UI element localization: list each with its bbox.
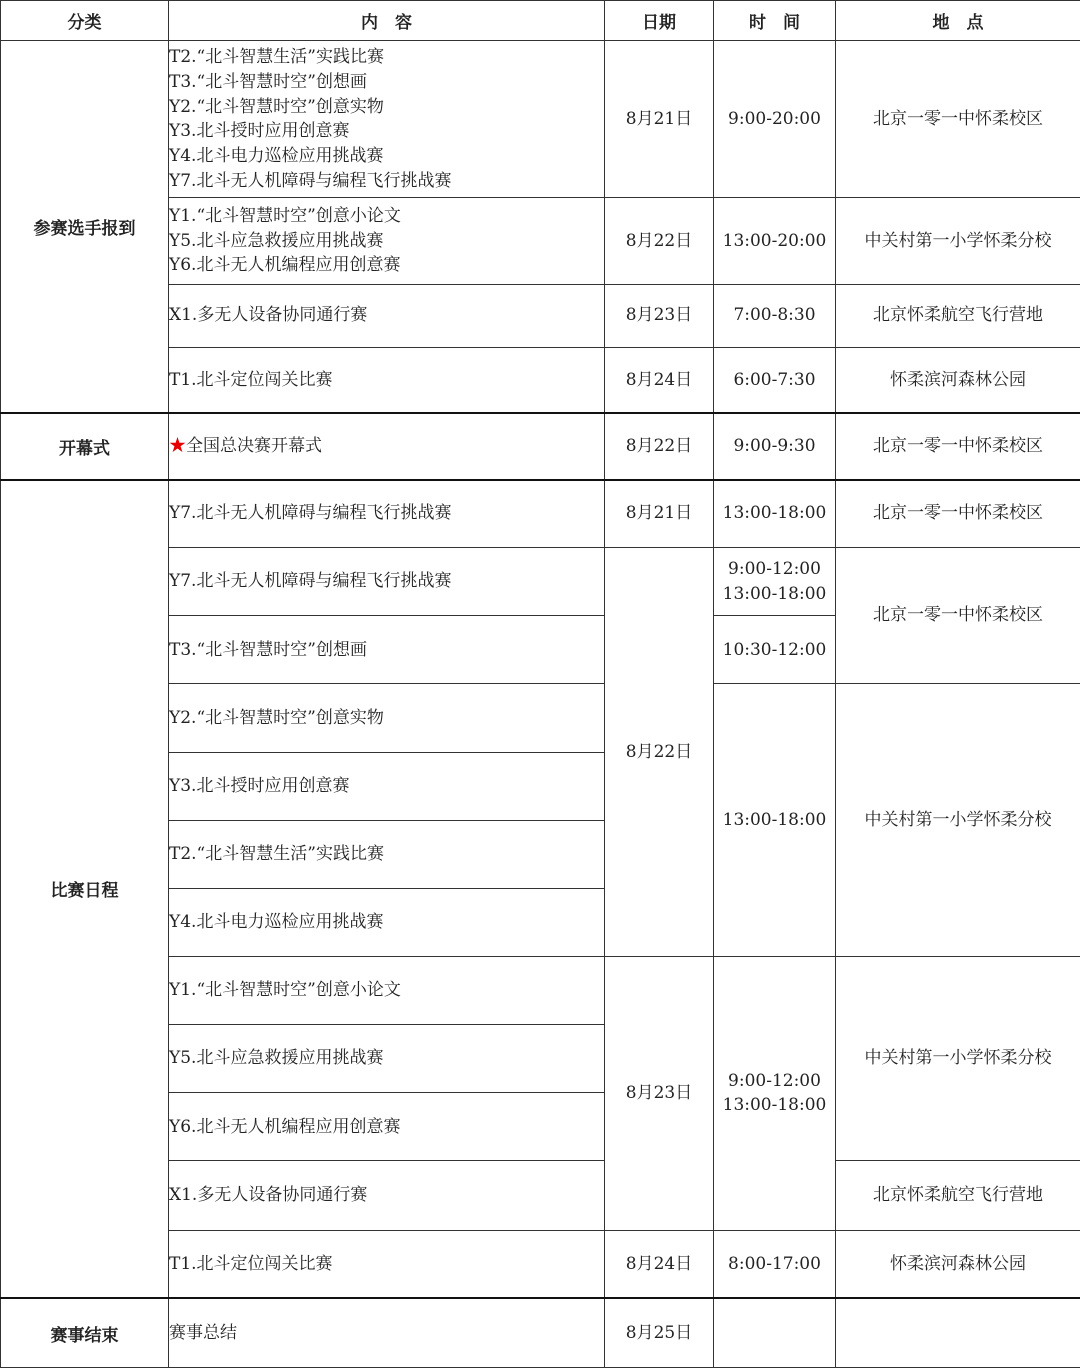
competition-location-aug22-a: 北京一零一中怀柔校区 [836,548,1080,684]
competition-date-aug22: 8月22日 [605,548,714,957]
competition-time-2 [714,548,836,616]
content-line: Y1.“北斗智慧时空”创意小论文 [169,205,401,226]
registration-time-4: 6:00-7:30 [714,347,836,413]
time-line: 9:00-12:00 [728,559,821,580]
registration-row-1 [1,41,1080,198]
competition-time-12: 8:00-17:00 [714,1230,836,1298]
competition-location-1: 北京一零一中怀柔校区 [836,480,1080,548]
competition-location-aug23: 中关村第一小学怀柔分校 [836,957,1080,1161]
content-line: Y5.北斗应急救援应用挑战赛 [169,230,384,251]
star-icon: ★ [169,436,186,457]
registration-content-4: T1.北斗定位闯关比赛 [169,347,605,413]
competition-location-12: 怀柔滨河森林公园 [836,1230,1080,1298]
opening-row [1,413,1080,479]
header-row [1,1,1080,41]
registration-location-3: 北京怀柔航空飞行营地 [836,284,1080,347]
registration-date-4: 8月24日 [605,347,714,413]
competition-content-10: Y6.北斗无人机编程应用创意赛 [169,1093,605,1161]
header-date: 日期 [605,1,714,41]
competition-location-11: 北京怀柔航空飞行营地 [836,1161,1080,1230]
closing-content: 赛事总结 [169,1298,605,1367]
registration-time-2: 13:00-20:00 [714,198,836,284]
competition-content-6: T2.“北斗智慧生活”实践比赛 [169,820,605,888]
competition-date-aug23: 8月23日 [605,957,714,1231]
content-line: Y2.“北斗智慧时空”创意实物 [169,96,384,117]
registration-time-3: 7:00-8:30 [714,284,836,347]
registration-time-1: 9:00-20:00 [714,41,836,198]
category-closing: 赛事结束 [1,1298,169,1367]
category-registration: 参赛选手报到 [1,41,169,414]
competition-content-8: Y1.“北斗智慧时空”创意小论文 [169,957,605,1025]
registration-location-1: 北京一零一中怀柔校区 [836,41,1080,198]
content-line: Y4.北斗电力巡检应用挑战赛 [169,145,384,166]
header-time: 时 间 [714,1,836,41]
opening-content-text: 全国总决赛开幕式 [186,436,322,457]
competition-date-1: 8月21日 [605,480,714,548]
competition-content-9: Y5.北斗应急救援应用挑战赛 [169,1025,605,1093]
registration-date-2: 8月22日 [605,198,714,284]
time-line: 13:00-18:00 [722,1095,827,1116]
registration-content-3: X1.多无人设备协同通行赛 [169,284,605,347]
registration-date-3: 8月23日 [605,284,714,347]
content-line: Y6.北斗无人机编程应用创意赛 [169,255,401,276]
time-line: 13:00-18:00 [722,583,827,604]
closing-date: 8月25日 [605,1298,714,1367]
competition-content-7: Y4.北斗电力巡检应用挑战赛 [169,888,605,956]
category-opening: 开幕式 [1,413,169,479]
opening-time: 9:00-9:30 [714,413,836,479]
opening-content [169,413,605,479]
competition-row-1 [1,480,1080,548]
registration-location-2: 中关村第一小学怀柔分校 [836,198,1080,284]
content-line: Y7.北斗无人机障碍与编程飞行挑战赛 [169,170,452,191]
competition-content-11: X1.多无人设备协同通行赛 [169,1161,605,1230]
opening-location: 北京一零一中怀柔校区 [836,413,1080,479]
content-line: T3.“北斗智慧时空”创想画 [169,71,367,92]
registration-content-2 [169,198,605,284]
header-location: 地 点 [836,1,1080,41]
category-competition: 比赛日程 [1,480,169,1299]
competition-time-aug22-b: 13:00-18:00 [714,684,836,957]
closing-location [836,1298,1080,1367]
content-line: T2.“北斗智慧生活”实践比赛 [169,47,384,68]
competition-content-3: T3.“北斗智慧时空”创想画 [169,616,605,684]
competition-content-1: Y7.北斗无人机障碍与编程飞行挑战赛 [169,480,605,548]
competition-time-1: 13:00-18:00 [714,480,836,548]
header-category: 分类 [1,1,169,41]
closing-time [714,1298,836,1367]
registration-location-4: 怀柔滨河森林公园 [836,347,1080,413]
competition-content-5: Y3.北斗授时应用创意赛 [169,752,605,820]
competition-time-3: 10:30-12:00 [714,616,836,684]
content-line: Y3.北斗授时应用创意赛 [169,121,350,142]
closing-row [1,1298,1080,1367]
time-line: 9:00-12:00 [728,1070,821,1091]
competition-content-12: T1.北斗定位闯关比赛 [169,1230,605,1298]
header-content: 内 容 [169,1,605,41]
competition-content-2: Y7.北斗无人机障碍与编程飞行挑战赛 [169,548,605,616]
competition-content-4: Y2.“北斗智慧时空”创意实物 [169,684,605,752]
competition-location-aug22-b: 中关村第一小学怀柔分校 [836,684,1080,957]
opening-date: 8月22日 [605,413,714,479]
competition-date-12: 8月24日 [605,1230,714,1298]
competition-time-aug23 [714,957,836,1231]
registration-content-1 [169,41,605,198]
registration-date-1: 8月21日 [605,41,714,198]
